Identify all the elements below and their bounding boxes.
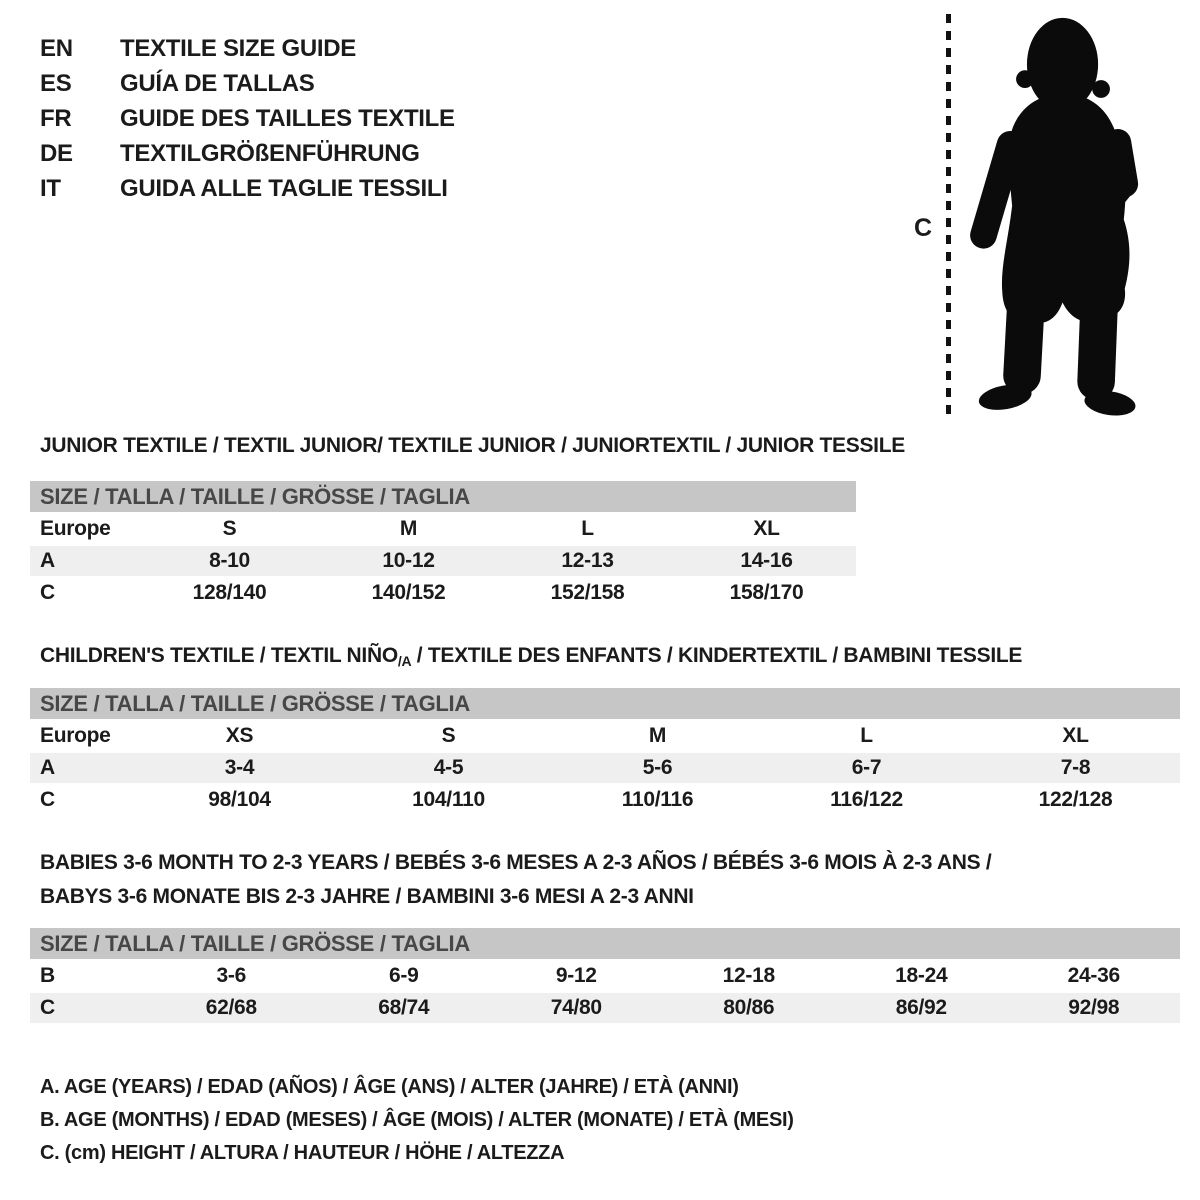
height-cell: 98/104 xyxy=(208,788,271,811)
babies-size-table xyxy=(30,928,1180,1023)
age-cell: 3-4 xyxy=(224,756,255,779)
legend xyxy=(40,1071,794,1170)
months-cell: 18-24 xyxy=(895,964,948,987)
table-row-height xyxy=(30,993,1180,1023)
height-cell: 74/80 xyxy=(550,996,602,1019)
months-cell: 3-6 xyxy=(216,964,246,987)
language-code: ES xyxy=(40,69,72,97)
age-cell: 5-6 xyxy=(642,756,673,779)
language-row-de xyxy=(40,136,455,171)
size-cell: XS xyxy=(225,724,254,747)
children-title-sub: /A xyxy=(397,653,412,669)
height-measure-line xyxy=(946,14,951,414)
height-cell: 152/158 xyxy=(550,581,625,604)
children-title-post: / TEXTILE DES ENFANTS / KINDERTEXTIL / BAMBINI TESSILE xyxy=(411,644,1023,667)
row-label: Europe xyxy=(40,517,111,540)
size-cell: M xyxy=(399,517,418,540)
age-cell: 8-10 xyxy=(209,549,250,572)
age-cell: 12-13 xyxy=(561,549,614,572)
row-label: C xyxy=(40,581,55,604)
height-cell: 80/86 xyxy=(723,996,775,1019)
language-code: DE xyxy=(40,139,73,167)
months-cell: 6-9 xyxy=(389,964,419,987)
size-header-row: SIZE / TALLA / TAILLE / GRÖSSE / TAGLIA xyxy=(30,481,856,512)
size-header-row: SIZE / TALLA / TAILLE / GRÖSSE / TAGLIA xyxy=(30,688,1180,719)
language-title: TEXTILGRÖßENFÜHRUNG xyxy=(120,139,420,167)
table-row-age xyxy=(30,753,1180,783)
height-cell: 62/68 xyxy=(205,996,257,1019)
height-cell: 140/152 xyxy=(371,581,446,604)
size-cell: XL xyxy=(1062,724,1089,747)
size-cell: M xyxy=(648,724,667,747)
table-row-age xyxy=(30,546,856,576)
size-header-row: SIZE / TALLA / TAILLE / GRÖSSE / TAGLIA xyxy=(30,928,1180,959)
language-title: GUIDA ALLE TAGLIE TESSILI xyxy=(120,174,448,202)
age-cell: 10-12 xyxy=(382,549,435,572)
size-cell: XL xyxy=(753,517,780,540)
size-cell: S xyxy=(222,517,237,540)
babies-title-line1: BABIES 3-6 MONTH TO 2-3 YEARS / BEBÉS 3-6 MESES A 2-3 AÑOS / BÉBÉS 3-6 MOIS À 2-3 ANS / xyxy=(40,851,992,874)
months-cell: 24-36 xyxy=(1067,964,1120,987)
age-cell: 14-16 xyxy=(740,549,793,572)
size-cell: L xyxy=(860,724,873,747)
legend-line-a: A. AGE (YEARS) / EDAD (AÑOS) / ÂGE (ANS) / ALTER (JAHRE) / ETÀ (ANNI) xyxy=(40,1076,739,1098)
height-cell: 158/170 xyxy=(729,581,804,604)
row-label: B xyxy=(40,964,55,987)
language-title-list xyxy=(40,31,455,206)
language-title: GUIDE DES TAILLES TEXTILE xyxy=(120,104,455,132)
language-code: IT xyxy=(40,174,61,202)
height-measure-label: C xyxy=(914,214,932,242)
table-row-months xyxy=(30,959,1180,993)
row-label: Europe xyxy=(40,724,111,747)
age-cell: 4-5 xyxy=(433,756,464,779)
table-row-height xyxy=(30,783,1180,817)
baby-silhouette-icon xyxy=(962,8,1167,423)
height-cell: 122/128 xyxy=(1038,788,1113,811)
legend-line-b: B. AGE (MONTHS) / EDAD (MESES) / ÂGE (MOIS) / ALTER (MONATE) / ETÀ (MESI) xyxy=(40,1109,794,1131)
height-cell: 104/110 xyxy=(412,788,485,811)
months-cell: 9-12 xyxy=(555,964,597,987)
size-cell: S xyxy=(441,724,456,747)
table-row-europe xyxy=(30,719,1180,753)
language-code: EN xyxy=(40,34,73,62)
height-cell: 110/116 xyxy=(621,788,694,811)
language-row-es xyxy=(40,66,455,101)
size-cell: L xyxy=(581,517,594,540)
months-cell: 12-18 xyxy=(722,964,775,987)
row-label: A xyxy=(40,756,55,779)
junior-section-title: JUNIOR TEXTILE / TEXTIL JUNIOR/ TEXTILE JUNIOR / JUNIORTEXTIL / JUNIOR TESSILE xyxy=(40,434,905,457)
height-cell: 86/92 xyxy=(895,996,947,1019)
language-row-fr xyxy=(40,101,455,136)
children-size-table xyxy=(30,688,1180,817)
height-cell: 116/122 xyxy=(830,788,903,811)
junior-size-table xyxy=(30,481,856,610)
language-title: GUÍA DE TALLAS xyxy=(120,69,315,97)
babies-section-title xyxy=(40,846,991,914)
age-cell: 7-8 xyxy=(1060,756,1091,779)
height-cell: 128/140 xyxy=(192,581,267,604)
children-section-title xyxy=(40,644,1022,669)
language-row-en xyxy=(40,31,455,66)
table-row-height xyxy=(30,576,856,610)
row-label: C xyxy=(40,788,55,811)
table-row-europe xyxy=(30,512,856,546)
language-code: FR xyxy=(40,104,72,132)
children-title-pre: CHILDREN'S TEXTILE / TEXTIL NIÑO xyxy=(40,644,398,667)
height-cell: 92/98 xyxy=(1068,996,1120,1019)
language-title: TEXTILE SIZE GUIDE xyxy=(120,34,356,62)
legend-line-c: C. (cm) HEIGHT / ALTURA / HAUTEUR / HÖHE / ALTEZZA xyxy=(40,1142,565,1164)
row-label: C xyxy=(40,996,55,1019)
language-row-it xyxy=(40,171,455,206)
babies-title-line2: BABYS 3-6 MONATE BIS 2-3 JAHRE / BAMBINI 3-6 MESI A 2-3 ANNI xyxy=(40,885,694,908)
height-cell: 68/74 xyxy=(378,996,430,1019)
age-cell: 6-7 xyxy=(851,756,882,779)
row-label: A xyxy=(40,549,55,572)
